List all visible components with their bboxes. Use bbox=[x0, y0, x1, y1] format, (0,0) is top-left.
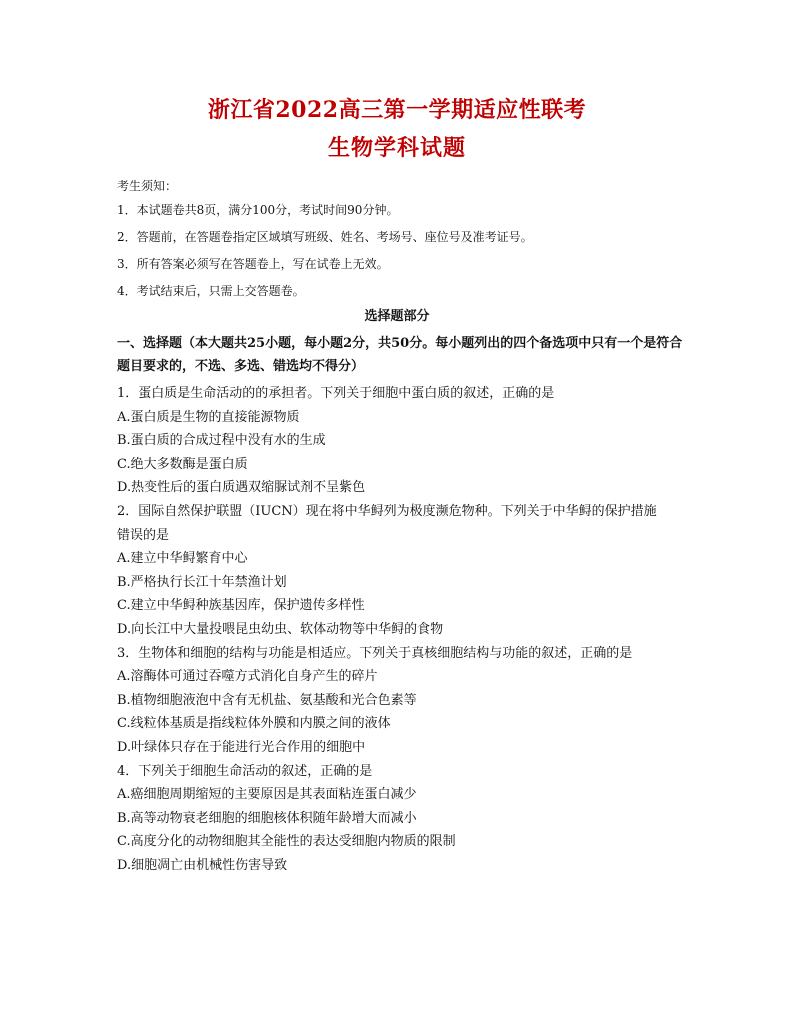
note-item: 2．答题前，在答题卷指定区域填写班级、姓名、考场号、座位号及准考证号。 bbox=[117, 230, 533, 244]
option: B.严格执行长江十年禁渔计划 bbox=[117, 574, 287, 590]
question-stem-continued: 错误的是 bbox=[117, 527, 170, 543]
questions bbox=[117, 383, 683, 878]
question-stem: 3．生物体和细胞的结构与功能是相适应。下列关于真核细胞结构与功能的叙述，正确的是 bbox=[117, 645, 633, 661]
note-item: 3．所有答案必须写在答题卷上，写在试卷上无效。 bbox=[117, 257, 389, 271]
exam-subtitle: 生物学科试题 bbox=[327, 135, 466, 161]
option: A.建立中华鲟繁育中心 bbox=[117, 551, 248, 567]
option: A.癌细胞周期缩短的主要原因是其表面粘连蛋白减少 bbox=[117, 787, 417, 803]
option: B.高等动物衰老细胞的细胞核体积随年龄增大而减小 bbox=[117, 810, 417, 826]
option: D.热变性后的蛋白质遇双缩脲试剂不呈紫色 bbox=[117, 480, 366, 496]
notes-list bbox=[117, 200, 533, 308]
note-item: 4．考试结束后，只需上交答题卷。 bbox=[117, 284, 305, 298]
option: C.高度分化的动物细胞其全能性的表达受细胞内物质的限制 bbox=[117, 834, 456, 850]
option: D.细胞凋亡由机械性伤害导致 bbox=[117, 857, 288, 873]
question-stem: 1．蛋白质是生命活动的的承担者。下列关于细胞中蛋白质的叙述，正确的是 bbox=[117, 386, 555, 401]
section-title: 选择题部分 bbox=[364, 309, 430, 324]
option: B.植物细胞液泡中含有无机盐、氨基酸和光合色素等 bbox=[117, 692, 417, 708]
question-stem: 4．下列关于细胞生命活动的叙述，正确的是 bbox=[117, 763, 373, 779]
option: A.蛋白质是生物的直接能源物质 bbox=[117, 409, 300, 425]
option: C.绝大多数酶是蛋白质 bbox=[117, 456, 248, 472]
option: A.溶酶体可通过吞噬方式消化自身产生的碎片 bbox=[117, 669, 378, 685]
notes-header: 考生须知： bbox=[117, 179, 178, 193]
question-stem: 2．国际自然保护联盟（IUCN）现在将中华鲟列为极度濒危物种。下列关于中华鲟的保护措施 bbox=[117, 503, 657, 519]
note-item: 1．本试题卷共8页，满分100分，考试时间90分钟。 bbox=[117, 203, 399, 217]
section-instruction: 一、选择题（本大题共25小题，每小题2分，共50分。每小题列出的四个备选项中只有一个是符合题目要求的，不选、多选、错选均不得分） bbox=[117, 336, 683, 374]
option: C.建立中华鲟种族基因库，保护遗传多样性 bbox=[117, 598, 365, 614]
exam-title: 浙江省2022高三第一学期适应性联考 bbox=[207, 97, 587, 123]
option: D.叶绿体只存在于能进行光合作用的细胞中 bbox=[117, 739, 366, 755]
option: D.向长江中大量投喂昆虫幼虫、软体动物等中华鲟的食物 bbox=[117, 621, 444, 637]
option: C.线粒体基质是指线粒体外膜和内膜之间的液体 bbox=[117, 716, 391, 732]
option: B.蛋白质的合成过程中没有水的生成 bbox=[117, 433, 326, 449]
